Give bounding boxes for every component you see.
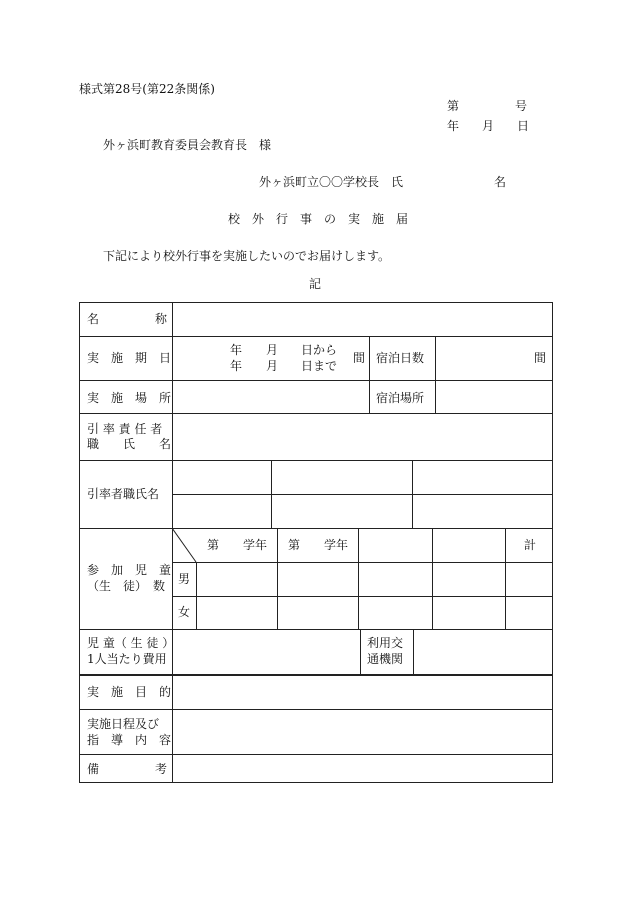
female-label: 女 [178, 605, 191, 619]
total-col: 計 [524, 538, 537, 552]
purpose-label: 実 施 目 的 [87, 685, 172, 699]
grade-col-2: 第 学年 [288, 538, 349, 552]
period-to-year: 年 [230, 359, 243, 373]
intro-text: 下記により校外行事を実施したいのでお届けします。 [103, 249, 391, 263]
lodging-days-label: 宿泊日数 [376, 351, 425, 365]
schedule-label-2: 指 導 内 容 [87, 733, 172, 747]
remarks-label-a: 備 [87, 762, 100, 776]
leader-label-1: 引 率 責 任 者 [87, 422, 163, 436]
grade-col-1: 第 学年 [207, 538, 268, 552]
date-month: 月 [482, 119, 495, 133]
participants-label-2: （生 徒） 数 [87, 579, 166, 593]
ki-label: 記 [309, 277, 322, 291]
name-label-a: 名 [87, 312, 100, 326]
schedule-label-1: 実施日程及び [87, 717, 160, 731]
doc-number-prefix: 第 [447, 99, 460, 113]
cost-label-2: 1人当たり費用 [87, 652, 167, 666]
period-kan: 間 [353, 351, 366, 365]
transport-label-2: 通機関 [367, 652, 404, 666]
remarks-label-b: 考 [155, 762, 168, 776]
lodging-days-unit: 間 [534, 351, 547, 365]
doc-number-suffix: 号 [515, 99, 528, 113]
lodging-place-label: 宿泊場所 [376, 391, 425, 405]
sender-name-suffix: 名 [494, 175, 507, 189]
period-to-day: 日まで [301, 359, 338, 373]
name-label-b: 称 [155, 312, 168, 326]
period-from-day: 日から [301, 343, 338, 357]
period-to-month: 月 [266, 359, 279, 373]
cost-label-1: 児 童（ 生 徒 ） [87, 636, 175, 650]
period-from-month: 月 [266, 343, 279, 357]
sender-org: 外ヶ浜町立〇〇学校長 氏 [259, 175, 404, 189]
form-number: 様式第28号(第22条関係) [79, 82, 215, 96]
document-title: 校 外 行 事 の 実 施 届 [228, 212, 409, 226]
transport-label-1: 利用交 [367, 636, 404, 650]
diagonal-divider [172, 528, 197, 563]
date-year: 年 [447, 119, 460, 133]
date-day: 日 [517, 119, 530, 133]
leader-label-2: 職 氏 名 [87, 437, 172, 451]
addressee: 外ヶ浜町教育委員会教育長 様 [103, 138, 272, 152]
report-form-table [79, 302, 553, 783]
male-label: 男 [178, 572, 191, 586]
period-from-year: 年 [230, 343, 243, 357]
period-label: 実 施 期 日 [87, 351, 172, 365]
escort-label: 引率者職氏名 [87, 487, 160, 501]
place-label: 実 施 場 所 [87, 391, 172, 405]
participants-label-1: 参 加 児 童 [87, 563, 172, 577]
